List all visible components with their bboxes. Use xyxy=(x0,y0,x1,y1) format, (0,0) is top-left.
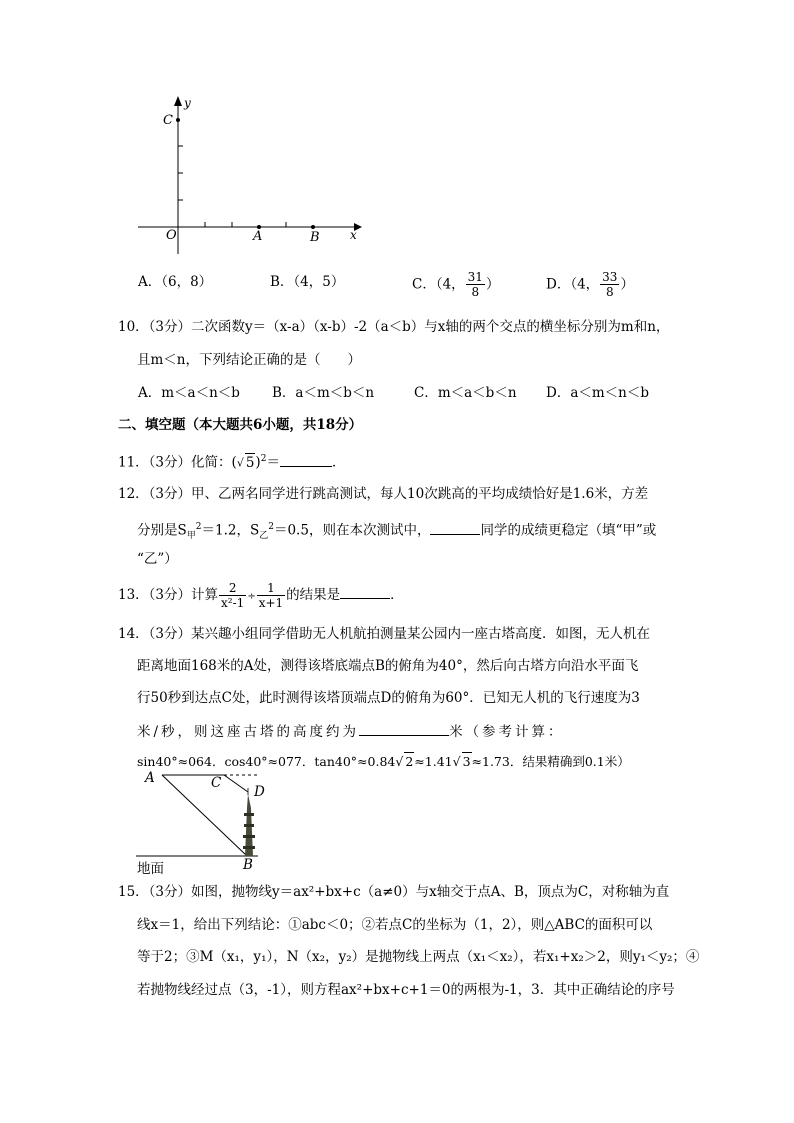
q10-option-d: D．a＜m＜n＜b xyxy=(546,385,650,401)
y-axis-arrow xyxy=(174,96,182,106)
sightline-cd xyxy=(224,775,248,792)
b-label: B xyxy=(310,230,320,245)
q13-frac2-den: x+1 xyxy=(258,596,284,610)
q11-radicand: 5 xyxy=(245,454,255,471)
q12-line2: 分别是$S_甲^2=1.2$，$S_乙^2=0.5$，则在本次测试中， 同学的成绩更稳定（填“甲”或 xyxy=(137,518,656,545)
q13-answer-blank[interactable] xyxy=(340,584,390,599)
q10-line1: 10．（3分）二次函数y＝（x-a）（x-b）-2（a＜b）与x轴的两个交点的横坐标分别为m和n， xyxy=(118,319,670,335)
q15-line2: 线x＝1，给出下列结论：①abc＜0；②若点C的坐标为（1，2），则△ABC的面积可以 xyxy=(137,917,653,933)
point-c xyxy=(176,118,180,122)
q15-line4: 若抛物线经过点（3，-1），则方程ax²+bx+c+1＝0的两根为-1，3．其中正确结论的序号 xyxy=(137,982,675,998)
q9-option-c: C．（4， $\frac{31}{8}$ ） xyxy=(412,270,500,299)
x-axis-label: x xyxy=(350,228,357,242)
q13-frac2-num: 1 xyxy=(257,581,285,596)
c-label: C xyxy=(163,113,173,128)
fig2-ground-label: 地面 xyxy=(137,861,164,877)
q10-line2: 且m＜n，下列结论正确的是（ ） xyxy=(137,352,361,368)
q13-frac1-num: 2 xyxy=(219,581,246,596)
q13-frac1-den: x²-1 xyxy=(221,596,245,610)
q9-d-denominator: 8 xyxy=(605,285,614,299)
q12-line3: “乙”） xyxy=(137,551,178,567)
sightline-ab xyxy=(162,775,247,856)
q14-line4: 米/秒，则这座古塔的高度约为 米（参考计算： xyxy=(137,721,565,741)
section-title: 二、填空题（本大题共6小题，共18分） xyxy=(118,417,363,433)
q9-d-numerator: 33 xyxy=(602,270,618,284)
point-b xyxy=(311,225,315,229)
q10-option-a: A．m＜a＜n＜b xyxy=(138,385,240,401)
origin-label: O xyxy=(166,228,177,243)
q15-line3: 等于2；③M（x₁，y₁），N（x₂，y₂）是抛物线上两点（x₁＜x₂），若x₁+x₂＞2，则y₁＜y₂；④ xyxy=(137,949,700,965)
fig2-c-label: C xyxy=(211,775,222,791)
q13: 13．（3分）计算 $\frac{2}{\text{x²-1}}$ ÷ $\frac{1}{x+1}$ 的结果是 ． xyxy=(118,581,404,610)
q11: 11．（3分）化简：(√ 5)$^2$＝ ． xyxy=(118,450,345,473)
q11-answer-blank[interactable] xyxy=(280,452,332,467)
q10-option-b: B．a＜m＜b＜n xyxy=(272,385,375,401)
q15-line1: 15．（3分）如图，抛物线y＝ax²+bx+c（a≠0）与x轴交于点A、B，顶点为C，对称轴为直 xyxy=(118,884,670,900)
q14-line5: sin40°≈064．cos40°≈077．tan40°≈0.84√ 2≈1.41√ 3≈1.73．结果精确到0.1米） xyxy=(137,754,630,769)
y-axis-label: y xyxy=(184,96,191,110)
fig2-b-label: B xyxy=(243,857,253,873)
q9-option-b: B．（4，5） xyxy=(270,274,345,290)
q14-answer-blank[interactable] xyxy=(359,721,449,736)
q9-c-denominator: 8 xyxy=(471,285,480,299)
q12-line1: 12．（3分）甲、乙两名同学进行跳高测试，每人10次跳高的平均成绩恰好是1.6米，方差 xyxy=(118,486,649,502)
q9-option-a: A．（6，8） xyxy=(138,274,213,290)
fig2-d-label: D xyxy=(254,784,265,800)
q12-answer-blank[interactable] xyxy=(430,520,480,535)
q9-option-d: D．（4， $\frac{33}{8}$ ） xyxy=(546,270,634,299)
a-label: A xyxy=(253,229,263,244)
q14-line3: 行50秒到达点C处，此时测得该塔顶端点D的俯角为60°．已知无人机的飞行速度为3 xyxy=(137,690,640,706)
q14-line2: 距离地面168米的A处，测得该塔底端点B的俯角为40°，然后向古塔方向沿水平面飞 xyxy=(137,658,639,674)
q9-c-numerator: 31 xyxy=(467,270,483,284)
q10-option-c: C．m＜a＜b＜n xyxy=(414,385,517,401)
q14-line1: 14．（3分）某兴趣小组同学借助无人机航拍测量某公园内一座古塔高度．如图，无人机在 xyxy=(118,626,651,642)
fig2-a-label: A xyxy=(145,770,155,786)
